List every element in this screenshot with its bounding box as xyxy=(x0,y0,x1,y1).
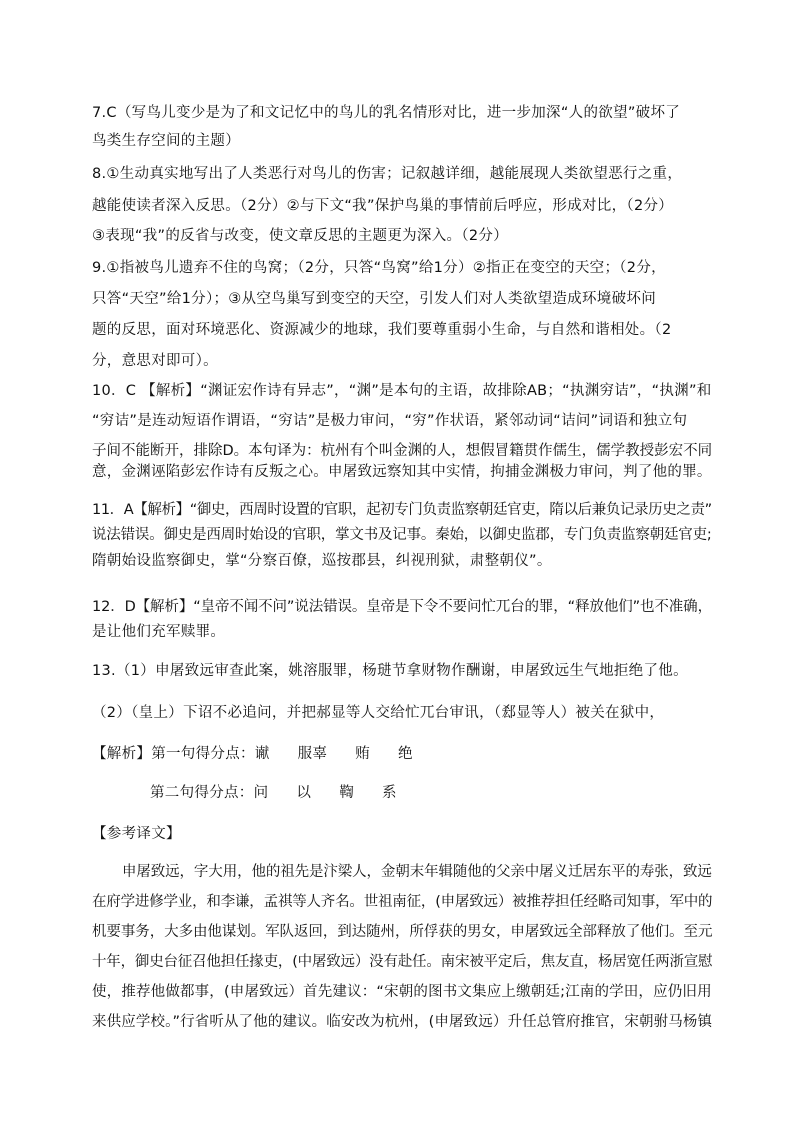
translation-line-2: 在府学进修学业，和李谦，孟祺等人齐名。世祖南征，(申屠致远）被推荐担任经略司知事，军中的 xyxy=(92,894,713,910)
scoring-word: 系 xyxy=(382,785,397,801)
scoring-word: 服辜 xyxy=(297,746,328,762)
scoring-points-second xyxy=(150,783,397,803)
scoring-label-second: 第二句得分点： xyxy=(150,785,254,801)
answer-7-line-2: 鸟类生存空间的主题） xyxy=(92,133,240,149)
answer-10-line-1: 10．C 【解析】“渊证宏作诗有异志”，“渊”是本句的主语，故排除AB；“执渊穷诘”，“执渊”和 xyxy=(92,383,712,399)
answer-8-line-2: 越能使读者深入反思。（2分）②与下文“我”保护鸟巢的事情前后呼应，形成对比，（2分） xyxy=(92,198,674,214)
answer-9-line-3: 题的反思，面对环境恶化、资源减少的地球，我们要尊重弱小生命，与自然和谐相处。（2 xyxy=(92,322,672,338)
answer-13-line-1: 13.（1）申屠致远审查此案，姚溶服罪，杨琎节拿财物作酬谢，申屠致远生气地拒绝了他。 xyxy=(92,663,688,679)
translation-line-4: 十年，御史台征召他担任掾吏，(中屠致远）没有赴任。南宋被平定后，焦友直，杨居宽任两浙宣慰 xyxy=(92,954,713,970)
translation-line-3: 机要事务，大多由他谋划。军队返回，到达随州，所俘获的男女，申屠致远全部释放了他们。至元 xyxy=(92,924,713,940)
translation-line-5: 使，推荐他做都事，(申屠致远）首先建议：“宋朝的图书文集应上缴朝廷;江南的学田，应仍旧用 xyxy=(92,984,712,1000)
translation-line-1: 申屠致远，字大用，他的祖先是汴梁人，金朝末年辑随他的父亲中屠义迁居东平的寿张，致远 xyxy=(122,864,712,880)
scoring-points-first xyxy=(92,744,413,764)
answer-12-line-1: 12．D【解析】“皇帝不闻不问”说法错误。皇帝是下令不要问忙兀台的罪，“释放他们”也不准确， xyxy=(92,599,712,615)
answer-11-line-2: 说法错误。御史是西周时始设的官职，掌文书及记事。秦始，以御史监郡，专门负责监察朝廷官吏; xyxy=(92,527,712,543)
answer-8-line-1: 8.①生动真实地写出了人类恶行对鸟儿的伤害；记叙越详细，越能展现人类欲望恶行之重， xyxy=(92,166,683,182)
answer-9-line-1: 9.①指被鸟儿遗弃不住的鸟窝；（2分，只答“鸟窝”给1分）②指正在变空的天空；（2分， xyxy=(92,260,666,276)
answer-10-line-2: “穷诘”是连动短语作谓语，“穷诘”是极力审问，“穷”作状语，紧邻动词“诘问”词语和独立句 xyxy=(92,413,688,429)
scoring-word: 问 xyxy=(253,785,269,801)
answer-12-line-2: 是让他们充军赎罪。 xyxy=(92,624,226,640)
answer-9-line-4: 分，意思对即可）。 xyxy=(92,353,218,369)
answer-11-line-3: 隋朝始设监察御史，掌“分察百僚，巡按郡县，纠视刑狱，肃整朝仪”。 xyxy=(92,553,552,569)
answer-10-line-3: 子间不能断开，排除D。本句译为：杭州有个叫金渊的人，想假冒籍贯作儒生，儒学教授彭宏不同 xyxy=(92,443,713,459)
scoring-label-first: 【解析】第一句得分点： xyxy=(92,746,255,762)
answer-8-line-3: ③表现“我”的反省与改变，使文章反思的主题更为深入。（2分） xyxy=(92,228,508,244)
answer-7-line-1: 7.C（写鸟儿变少是为了和文记忆中的鸟儿的乳名情形对比，进一步加深“人的欲望”破坏了 xyxy=(92,105,681,121)
answer-11-line-1: 11．A【解析】“御史，西周时设置的官职，起初专门负责监察朝廷官吏，隋以后兼负记录历史之责” xyxy=(92,502,712,518)
answer-10-line-4: 意，金渊诬陷彭宏作诗有反叛之心。申屠致远察知其中实情，拘捕金渊极力审问，判了他的罪。 xyxy=(92,464,712,480)
answer-13-line-2: （2）（皇上）下诏不必追问，并把郝显等人交给忙兀台审讯，（郄显等人）被关在狱中， xyxy=(92,705,665,721)
translation-heading: 【参考译文】 xyxy=(92,826,181,842)
scoring-word: 鞫 xyxy=(339,785,355,801)
scoring-word: 贿 xyxy=(355,746,371,762)
translation-line-6: 来供应学校。”行省听从了他的建议。临安改为杭州，(申屠致远）升任总管府推官，宋朝驸马杨镇 xyxy=(92,1014,713,1030)
scoring-word: 谳 xyxy=(254,746,270,762)
scoring-word: 绝 xyxy=(398,746,413,762)
answer-9-line-2: 只答“天空”给1分）；③从空鸟巢写到变空的天空，引发人们对人类欲望造成环境破坏问 xyxy=(92,291,656,307)
scoring-word: 以 xyxy=(296,785,312,801)
